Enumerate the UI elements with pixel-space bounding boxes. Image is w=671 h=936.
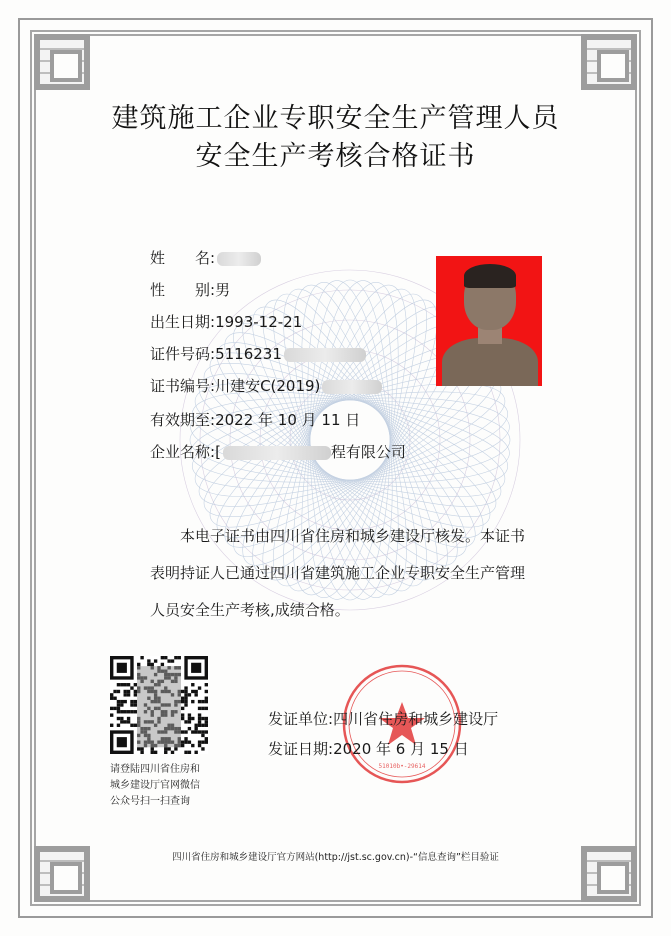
qr-module bbox=[113, 690, 116, 693]
qr-module bbox=[198, 717, 201, 720]
qr-module bbox=[184, 720, 187, 723]
qr-module bbox=[181, 717, 184, 720]
qr-module bbox=[201, 707, 204, 710]
statement-line1: 本电子证书由四川省住房和城乡建设厅核发。本证书 bbox=[150, 527, 526, 545]
issuer-date-label: 发证日期: bbox=[268, 740, 334, 758]
qr-module bbox=[127, 720, 130, 723]
qr-caption bbox=[110, 762, 230, 810]
qr-module bbox=[147, 659, 150, 662]
qr-module bbox=[198, 686, 201, 689]
qr-module bbox=[130, 710, 133, 713]
qr-module bbox=[191, 700, 194, 703]
field-id-number bbox=[150, 343, 366, 365]
qr-module bbox=[134, 710, 137, 713]
qr-module bbox=[110, 713, 113, 716]
qr-module bbox=[184, 686, 187, 689]
qr-module bbox=[161, 663, 164, 666]
qr-module bbox=[191, 744, 194, 747]
qr-module bbox=[188, 693, 191, 696]
qr-module bbox=[198, 700, 201, 703]
qr-module bbox=[205, 707, 208, 710]
qr-module bbox=[167, 747, 170, 750]
qr-module bbox=[154, 659, 157, 662]
qr-module bbox=[117, 683, 120, 686]
redacted-company bbox=[223, 446, 331, 460]
qr-module bbox=[124, 710, 127, 713]
qr-module bbox=[130, 700, 133, 703]
qr-module bbox=[188, 740, 191, 743]
verification-footer: 四川省住房和城乡建设厅官方网站(http://jst.sc.gov.cn)-“信息查询”栏目验证 bbox=[172, 852, 499, 863]
qr-module bbox=[205, 724, 208, 727]
qr-module bbox=[188, 720, 191, 723]
qr-module bbox=[137, 663, 140, 666]
field-company bbox=[150, 441, 406, 463]
qr-module bbox=[130, 686, 133, 689]
field-name-label: 姓 名: bbox=[150, 249, 216, 267]
qr-module bbox=[117, 707, 120, 710]
qr-module bbox=[117, 717, 120, 720]
qr-module bbox=[134, 690, 137, 693]
qr-module bbox=[174, 747, 177, 750]
field-gender bbox=[150, 279, 230, 301]
field-gender-value: 男 bbox=[215, 281, 231, 299]
qr-module bbox=[188, 751, 191, 754]
field-id-number-value: 5116231 bbox=[215, 345, 282, 363]
qr-module bbox=[124, 690, 127, 693]
qr-module bbox=[194, 690, 197, 693]
qr-module bbox=[194, 724, 197, 727]
qr-module bbox=[110, 697, 113, 700]
qr-module bbox=[201, 730, 204, 733]
qr-module bbox=[201, 717, 204, 720]
qr-module bbox=[134, 700, 137, 703]
qr-module bbox=[181, 744, 184, 747]
qr-module bbox=[171, 659, 174, 662]
corner-ornament-top-left bbox=[34, 34, 90, 90]
qr-module bbox=[127, 683, 130, 686]
qr-module bbox=[134, 683, 137, 686]
qr-module bbox=[198, 713, 201, 716]
field-valid-until-value: 2022 年 10 月 11 日 bbox=[215, 411, 361, 429]
qr-module bbox=[127, 690, 130, 693]
field-birth bbox=[150, 311, 302, 333]
field-company-prefix: [ bbox=[215, 443, 221, 461]
qr-module bbox=[194, 730, 197, 733]
qr-module bbox=[205, 690, 208, 693]
qr-module bbox=[127, 710, 130, 713]
qr-module bbox=[181, 713, 184, 716]
qr-module bbox=[154, 751, 157, 754]
qr-module bbox=[205, 700, 208, 703]
qr-module bbox=[191, 690, 194, 693]
qr-module bbox=[164, 656, 167, 659]
field-cert-number-value: 川建安C(2019) bbox=[215, 377, 321, 395]
qr-module bbox=[124, 683, 127, 686]
qr-module bbox=[205, 730, 208, 733]
qr-module bbox=[184, 693, 187, 696]
qr-module bbox=[117, 710, 120, 713]
qr-module bbox=[194, 693, 197, 696]
qr-module bbox=[184, 690, 187, 693]
qr-module bbox=[140, 751, 143, 754]
qr-caption-line3: 公众号扫一扫查询 bbox=[110, 796, 190, 807]
qr-module bbox=[161, 656, 164, 659]
qr-module bbox=[151, 663, 154, 666]
qr-module bbox=[124, 700, 127, 703]
redacted-id-number bbox=[284, 348, 366, 362]
field-name bbox=[150, 247, 261, 269]
qr-module bbox=[167, 659, 170, 662]
qr-module bbox=[130, 703, 133, 706]
qr-module bbox=[201, 747, 204, 750]
qr-module bbox=[184, 751, 187, 754]
certificate-title-line1: 建筑施工企业专职安全生产管理人员 bbox=[111, 103, 560, 134]
qr-module bbox=[184, 703, 187, 706]
qr-module bbox=[198, 707, 201, 710]
qr-module bbox=[134, 693, 137, 696]
qr-caption-line2: 城乡建设厅官网微信 bbox=[110, 780, 200, 791]
qr-module bbox=[188, 717, 191, 720]
qr-module bbox=[151, 747, 154, 750]
qr-module bbox=[191, 717, 194, 720]
qr-module bbox=[201, 740, 204, 743]
qr-module bbox=[174, 656, 177, 659]
qr-module bbox=[113, 697, 116, 700]
qr-module bbox=[110, 693, 113, 696]
qr-module bbox=[181, 700, 184, 703]
photo-body bbox=[442, 338, 538, 386]
qr-module bbox=[205, 737, 208, 740]
field-valid-until-label: 有效期至: bbox=[150, 411, 216, 429]
qr-module bbox=[127, 693, 130, 696]
qr-module bbox=[171, 751, 174, 754]
qr-module bbox=[184, 730, 187, 733]
qr-module bbox=[198, 744, 201, 747]
photo-hair bbox=[464, 264, 516, 288]
statement-line3: 人员安全生产考核,成绩合格。 bbox=[150, 601, 350, 619]
qr-module bbox=[120, 683, 123, 686]
qr-module bbox=[120, 703, 123, 706]
field-gender-label: 性 别: bbox=[150, 281, 216, 299]
qr-module bbox=[205, 740, 208, 743]
qr-module bbox=[134, 724, 137, 727]
qr-module bbox=[194, 751, 197, 754]
qr-module bbox=[194, 727, 197, 730]
qr-module bbox=[124, 720, 127, 723]
qr-module bbox=[181, 707, 184, 710]
qr-module bbox=[120, 720, 123, 723]
qr-module bbox=[140, 747, 143, 750]
qr-module bbox=[140, 656, 143, 659]
qr-module bbox=[130, 724, 133, 727]
qr-module bbox=[117, 700, 120, 703]
qr-module bbox=[117, 724, 120, 727]
qr-module bbox=[191, 730, 194, 733]
qr-module bbox=[120, 700, 123, 703]
qr-module bbox=[184, 700, 187, 703]
qr-module bbox=[127, 717, 130, 720]
qr-module bbox=[181, 740, 184, 743]
qr-module bbox=[181, 697, 184, 700]
qr-module bbox=[198, 724, 201, 727]
qr-module bbox=[191, 683, 194, 686]
qr-module bbox=[113, 707, 116, 710]
field-cert-number bbox=[150, 375, 382, 397]
qr-module bbox=[110, 724, 113, 727]
qr-module bbox=[147, 663, 150, 666]
corner-ornament-top-right bbox=[581, 34, 637, 90]
qr-module bbox=[110, 707, 113, 710]
field-valid-until bbox=[150, 409, 360, 431]
field-birth-value: 1993-12-21 bbox=[215, 313, 303, 331]
qr-module bbox=[120, 717, 123, 720]
qr-code[interactable] bbox=[110, 656, 208, 754]
qr-module bbox=[164, 747, 167, 750]
field-company-label: 企业名称: bbox=[150, 443, 216, 461]
qr-module bbox=[205, 720, 208, 723]
qr-module bbox=[198, 730, 201, 733]
qr-caption-line1: 请登陆四川省住房和 bbox=[110, 764, 200, 775]
redacted-cert-number bbox=[322, 380, 382, 394]
qr-module bbox=[181, 690, 184, 693]
qr-module bbox=[120, 710, 123, 713]
qr-module bbox=[205, 717, 208, 720]
qr-module bbox=[201, 724, 204, 727]
field-company-suffix: 程有限公司 bbox=[330, 443, 406, 461]
certificate-title-line2: 安全生产考核合格证书 bbox=[195, 141, 476, 172]
field-cert-number-label: 证书编号: bbox=[150, 377, 216, 395]
qr-module bbox=[137, 747, 140, 750]
qr-module bbox=[205, 683, 208, 686]
svg-text:51010b•-29614: 51010b•-29614 bbox=[378, 763, 426, 770]
issuer-date bbox=[268, 738, 469, 759]
field-id-number-label: 证件号码: bbox=[150, 345, 216, 363]
qr-module bbox=[188, 727, 191, 730]
qr-module bbox=[164, 751, 167, 754]
qr-module bbox=[151, 751, 154, 754]
holder-photo bbox=[436, 256, 542, 386]
field-birth-label: 出生日期: bbox=[150, 313, 216, 331]
qr-module bbox=[117, 690, 120, 693]
qr-module bbox=[201, 700, 204, 703]
qr-module bbox=[134, 703, 137, 706]
qr-module bbox=[184, 740, 187, 743]
issuer-date-value: 2020 年 6 月 15 日 bbox=[333, 740, 469, 758]
qr-module bbox=[124, 693, 127, 696]
qr-module bbox=[181, 730, 184, 733]
issuer-unit bbox=[268, 708, 498, 729]
qr-module bbox=[188, 713, 191, 716]
issuer-unit-value: 四川省住房和城乡建设厅 bbox=[333, 710, 499, 728]
qr-module bbox=[205, 697, 208, 700]
qr-module bbox=[184, 697, 187, 700]
qr-module bbox=[198, 740, 201, 743]
qr-module bbox=[178, 656, 181, 659]
redacted-name bbox=[217, 252, 261, 266]
qr-module bbox=[198, 720, 201, 723]
issuer-unit-label: 发证单位: bbox=[268, 710, 334, 728]
qr-module bbox=[184, 737, 187, 740]
statement-line2: 表明持证人已通过四川省建筑施工企业专职安全生产管理 bbox=[150, 564, 526, 582]
qr-module bbox=[201, 734, 204, 737]
qr-module bbox=[117, 703, 120, 706]
